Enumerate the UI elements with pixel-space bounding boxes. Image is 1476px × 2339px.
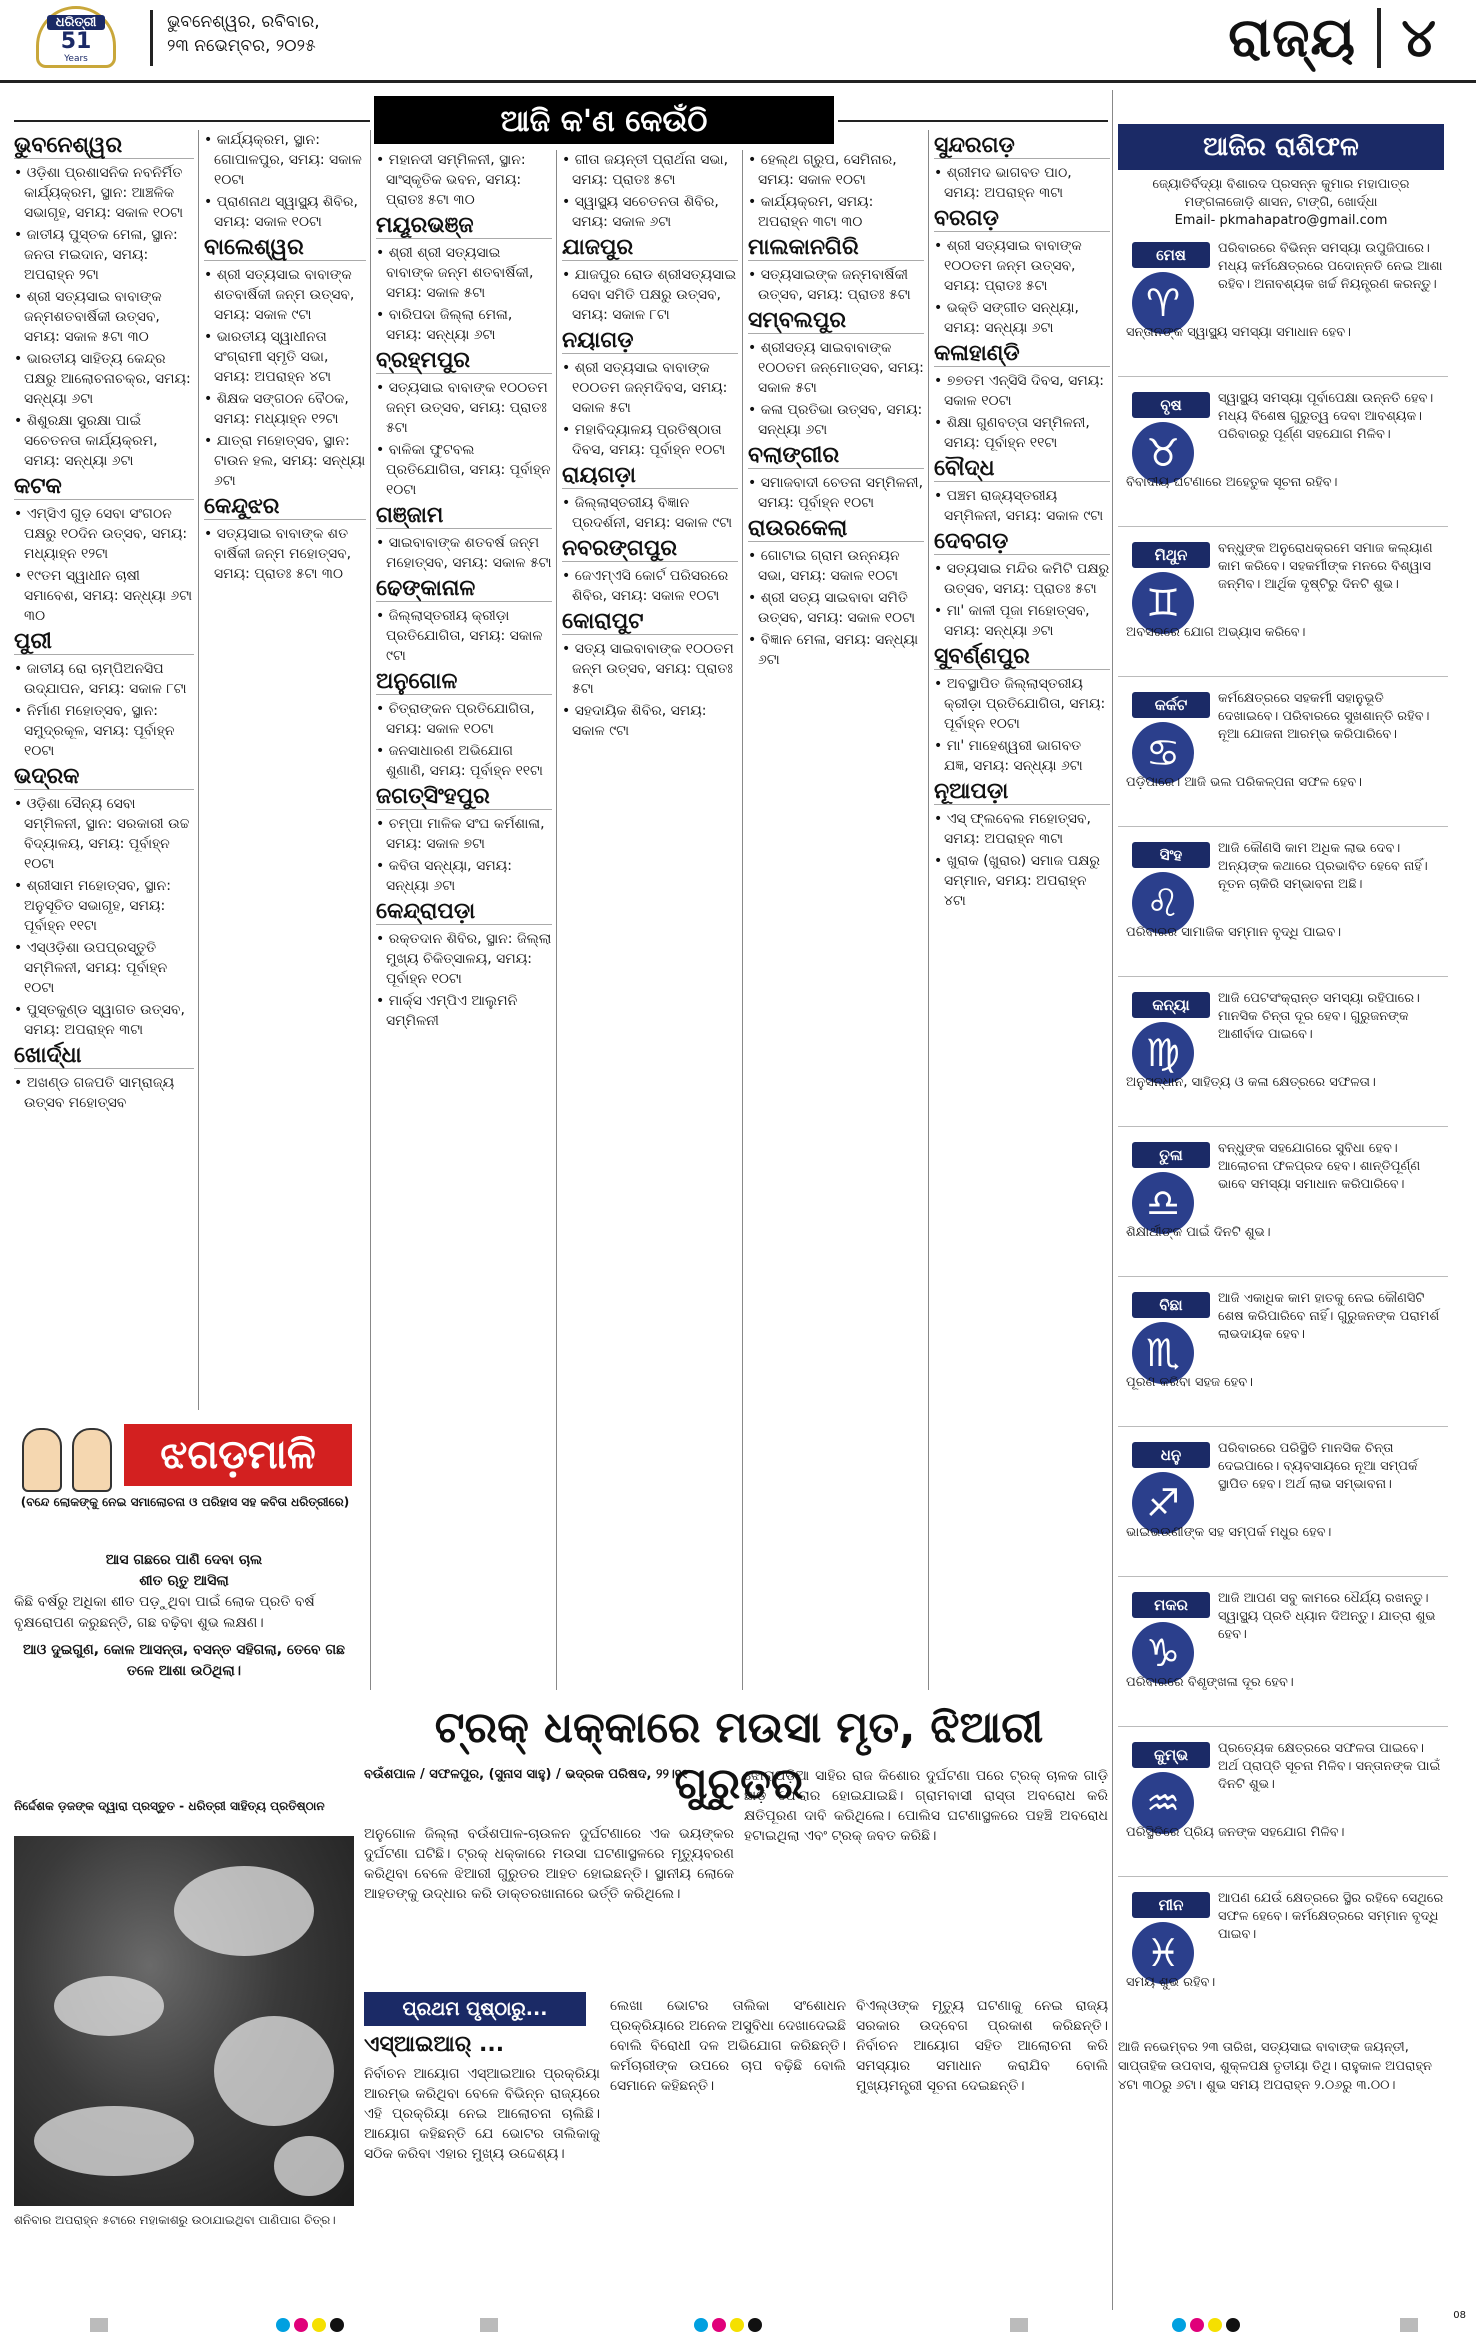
sign-divider [1118, 676, 1448, 677]
sign-prediction-end: ସମୟ ଶୁଭ ରହିବ। [1126, 1975, 1216, 1990]
sign-name: ମିଥୁନ [1132, 542, 1210, 568]
event-entry: • ମା' କାଳୀ ପୂଜା ମହୋତ୍ସବ, ସମୟ: ସନ୍ଧ୍ୟା ୬ଟା [934, 601, 1110, 641]
sign-prediction-end: ପରିବାରର ସାମାଜିକ ସମ୍ମାନ ବୃଦ୍ଧି ପାଇବ। [1126, 925, 1342, 940]
front-page-continuation-label: ପ୍ରଥମ ପୃଷ୍ଠାରୁ... [364, 1992, 586, 2026]
dateline [150, 10, 400, 66]
city-heading: ନବରଙ୍ଗପୁର [562, 539, 738, 562]
zodiac-icon: ♉ [1132, 422, 1194, 484]
color-dot-black [1226, 2318, 1240, 2332]
event-entry: • ୭୭ତମ ଏନ୍‌ସିସି ଦିବସ, ସମୟ: ସକାଳ ୧୦ଟା [934, 371, 1110, 411]
event-entry: • ସତ୍ୟସାଇ ବାବାଙ୍କ ୧୦୦ତମ ଜନ୍ମ ଉତ୍ସବ, ସମୟ: ପ୍ରାତଃ ୫ଟା [376, 378, 552, 438]
zodiac-icon: ♋ [1132, 722, 1194, 784]
sign-prediction-end: ପଡ଼ିପାରେ। ଆଜି ଭଲ ପରିକଳ୍ପନା ସଫଳ ହେବ। [1126, 775, 1362, 790]
event-entry: • କାର୍ଯ୍ୟକ୍ରମ, ସ୍ଥାନ: ଗୋପାଳପୁର, ସମୟ: ସକାଳ ୧୦ଟା [204, 130, 366, 190]
section-title: ରାଜ୍ୟ [1228, 6, 1356, 69]
sign-prediction: ଆପଣ ଯେଉଁ କ୍ଷେତ୍ରରେ ସ୍ଥିର ରହିବେ ସେଥିରେ ସଫଳ ହେବେ। କର୍ମକ୍ଷେତ୍ରରେ ସମ୍ମାନ ବୃଦ୍ଧି ପାଇବ। [1218, 1891, 1444, 1942]
listings-banner: ଆଜି କ'ଣ କେଉଁଠି [374, 96, 834, 144]
sign-prediction-end: ଅବସରରେ ଯୋଗ ଅଭ୍ୟାସ କରିବେ। [1126, 625, 1306, 640]
cloud-mass [174, 1866, 314, 1956]
event-entry: • ସହଦାୟିକ ଶିବିର, ସମୟ: ସକାଳ ୯ଟା [562, 701, 738, 741]
cloud-mass [34, 2106, 194, 2176]
sign-prediction-end: ପରିସ୍ଥିତିରେ ପ୍ରିୟ ଜନଙ୍କ ସହଯୋଗ ମିଳିବ। [1126, 1825, 1345, 1840]
color-dot-yellow [1208, 2318, 1222, 2332]
zodiac-icon: ♓ [1132, 1922, 1194, 1984]
color-dot-cyan [694, 2318, 708, 2332]
city-heading: ରାୟଗଡ଼ା [562, 466, 738, 489]
sign-prediction: ଆଜି ଏକାଧିକ କାମ ହାତକୁ ନେଇ କୌଣସିଟି ଶେଷ କରିପାରିବେ ନାହିଁ। ଗୁରୁଜନଙ୍କ ପରାମର୍ଶ ଲାଭଦାୟକ ହେବ। [1218, 1291, 1440, 1342]
sign-divider [1118, 1426, 1448, 1427]
news-byline: ବଉଁଶପାଳ / ସଫଳପୁର, (ସୁନାସ ସାହୁ) / ଭଦ୍ରକ ପରିଷଦ, ୨୨।୧୧ [364, 1767, 689, 1782]
event-entry: • ଅଖଣ୍ଡ ଗଜପତି ସାମ୍ରାଜ୍ୟ ଉତ୍ସବ ମହୋତ୍ସବ [14, 1073, 194, 1113]
city-heading: କଳାହାଣ୍ଡି [934, 344, 1110, 367]
horoscope-sign [1118, 532, 1458, 644]
column-divider [198, 130, 199, 1410]
sign-name: ସିଂହ [1132, 842, 1210, 868]
horoscope-sign [1118, 1882, 1458, 1994]
city-heading: ଜଗତ୍‌ସିଂହପୁର [376, 787, 552, 810]
city-heading: କୋରାପୁଟ [562, 612, 738, 635]
listings-column-3 [376, 150, 552, 1680]
event-entry: • ଏମ୍‌ସିଏ ଗୁଡ଼ ସେବା ସଂଗଠନ ପକ୍ଷରୁ ୧୦ଦିନ ଉତ୍ସବ, ସମୟ: ମଧ୍ୟାହ୍ନ ୧୨ଟା [14, 504, 194, 564]
event-entry: • ଜିଲ୍ଲାସ୍ତରୀୟ କ୍ରୀଡ଼ା ପ୍ରତିଯୋଗିତା, ସମୟ: ସକାଳ ୯ଟା [376, 606, 552, 666]
news-headline: ଟ୍ରକ୍ ଧକ୍କାରେ ମଉସା ମୃତ, ଝିଆରୀ ଗୁରୁତର [434, 1703, 1044, 1809]
astrologer-email: Email- pkmahapatro@gmail.com [1174, 213, 1388, 228]
sign-prediction: କର୍ମକ୍ଷେତ୍ରରେ ସହକର୍ମୀ ସହାନୁଭୂତି ଦେଖାଇବେ। ପରିବାରରେ ସୁଖଶାନ୍ତି ରହିବ। ନୂଆ ଯୋଜନା ଆରମ୍ଭ କରିପାରିବେ। [1218, 691, 1430, 742]
cartoon-credit: ନିର୍ଦ୍ଦେଶକ ଡ଼ଜଙ୍କ ଦ୍ୱାରା ପ୍ରସ୍ତୁତ - ଧରିତ୍ରୀ ସାହିତ୍ୟ ପ୍ରତିଷ୍ଠାନ [14, 1799, 325, 1813]
event-entry: • ବାଳିକା ଫୁଟବଲ ପ୍ରତିଯୋଗିତା, ସମୟ: ପୂର୍ବାହ୍ନ ୧୦ଟା [376, 440, 552, 500]
event-entry: • କଳା ପ୍ରତିଭା ଉତ୍ସବ, ସମୟ: ସନ୍ଧ୍ୟା ୬ଟା [748, 400, 924, 440]
city-heading: ବରଗଡ଼ [934, 209, 1110, 232]
sign-prediction: ପ୍ରତ୍ୟେକ କ୍ଷେତ୍ରରେ ସଫଳତା ପାଇବେ। ଅର୍ଥ ପ୍ରାପ୍ତି ସୂଚନା ମିଳିବ। ସନ୍ତାନଙ୍କ ପାଇଁ ଦିନଟି ଶୁଭ। [1218, 1741, 1441, 1792]
sign-name: କନ୍ୟା [1132, 992, 1210, 1018]
event-entry: • ସ୍ୱାସ୍ଥ୍ୟ ସଚେତନତା ଶିବିର, ସମୟ: ସକାଳ ୬ଟା [562, 192, 738, 232]
listings-column-5 [748, 150, 924, 1680]
zodiac-icon: ♈ [1132, 272, 1194, 334]
event-entry: • ସାଇବାବାଙ୍କ ଶତବର୍ଷ ଜନ୍ମ ମହୋତ୍ସବ, ସମୟ: ସକାଳ ୫ଟା [376, 533, 552, 573]
zodiac-icon: ♌ [1132, 872, 1194, 934]
cartoon-line-1: ଆସ ଗଛରେ ପାଣି ଦେବା ଚାଲ [105, 1552, 263, 1568]
city-heading: ଅନୁଗୋଳ [376, 672, 552, 695]
astrologer-address: ମଙ୍ଗଳାଜୋଡ଼ି ଶାସନ, ଟାଙ୍ଗି, ଖୋର୍ଦ୍ଧା [1184, 195, 1378, 210]
event-entry: • ବାରିପଦା ଜିଲ୍ଲା ମେଳା, ସମୟ: ସନ୍ଧ୍ୟା ୬ଟା [376, 305, 552, 345]
event-entry: • ମହାନଦୀ ସମ୍ମିଳନୀ, ସ୍ଥାନ: ସାଂସ୍କୃତିକ ଭବନ, ସମୟ: ପ୍ରାତଃ ୫ଟା ୩୦ [376, 150, 552, 210]
event-entry: • ଭକ୍ତି ସଙ୍ଗୀତ ସନ୍ଧ୍ୟା, ସମୟ: ସନ୍ଧ୍ୟା ୬ଟା [934, 298, 1110, 338]
city-heading: ସୁନ୍ଦରଗଡ଼ [934, 136, 1110, 159]
horoscope-sign [1118, 682, 1458, 794]
event-entry: • ଯାତ୍ରା ମହୋତ୍ସବ, ସ୍ଥାନ: ଟାଉନ ହଲ, ସମୟ: ସନ୍ଧ୍ୟା ୬ଟା [204, 431, 366, 491]
event-entry: • ସତ୍ୟ ସାଇବାବାଙ୍କ ୧୦୦ତମ ଜନ୍ମ ଉତ୍ସବ, ସମୟ: ପ୍ରାତଃ ୫ଟା [562, 639, 738, 699]
banner-rule-left [14, 120, 370, 122]
sign-prediction: ପରିବାରରେ ବିଭିନ୍ନ ସମସ୍ୟା ଉପୁଜିପାରେ। ମଧ୍ୟ କର୍ମକ୍ଷେତ୍ରରେ ପଦୋନ୍ନତି ନେଇ ଆଶା ରହିବ। ଅନାବଶ୍ୟକ ଖର୍ଚ୍ଚ ନିୟନ୍ତ୍ରଣ କରନ୍ତୁ। [1218, 241, 1443, 292]
sign-divider [1118, 376, 1448, 377]
sign-prediction-end: ସନ୍ତାନଙ୍କ ସ୍ୱାସ୍ଥ୍ୟ ସମସ୍ୟା ସମାଧାନ ହେବ। [1126, 325, 1351, 340]
cartoon-text [14, 1550, 354, 1682]
event-entry: • ସତ୍ୟସାଇ ବାବାଙ୍କ ଶତ ବାର୍ଷିକୀ ଜନ୍ମ ମହୋତ୍ସବ, ସମୟ: ପ୍ରାତଃ ୫ଟା ୩୦ [204, 524, 366, 584]
event-entry: • ଜାତୀୟ ପୁସ୍ତକ ମେଳା, ସ୍ଥାନ: ଜନତା ମଇଦାନ, ସମୟ: ଅପରାହ୍ନ ୨ଟା [14, 225, 194, 285]
event-entry: • ଚିତ୍ରାଙ୍କନ ପ୍ରତିଯୋଗିତା, ସମୟ: ସକାଳ ୧୦ଟା [376, 699, 552, 739]
sign-name: ବିଛା [1132, 1292, 1210, 1318]
event-entry: • ସତ୍ୟସାଇଙ୍କ ଜନ୍ମବାର୍ଷିକୀ ଉତ୍ସବ, ସମୟ: ପ୍ରାତଃ ୫ଟା [748, 265, 924, 305]
listings-column-2 [204, 130, 366, 1400]
event-entry: • ଜିଲ୍ଲାସ୍ତରୀୟ ବିଜ୍ଞାନ ପ୍ରଦର୍ଶନୀ, ସମୟ: ସକାଳ ୯ଟା [562, 493, 738, 533]
event-entry: • ଶ୍ରୀ ସତ୍ୟ ସାଇବାବା ସମିତି ଉତ୍ସବ, ସମୟ: ସକାଳ ୧୦ଟା [748, 588, 924, 628]
city-heading: ବୌଦ୍ଧ [934, 459, 1110, 482]
zodiac-icon: ♐ [1132, 1472, 1194, 1534]
event-entry: • ପୁସ୍ତକୁଣ୍ଡ ସ୍ୱାଗତ ଉତ୍ସବ, ସମୟ: ଅପରାହ୍ନ ୩ଟା [14, 1000, 194, 1040]
event-entry: • ଶିକ୍ଷକ ସଙ୍ଗଠନ ବୈଠକ, ସମୟ: ମଧ୍ୟାହ୍ନ ୧୨ଟା [204, 389, 366, 429]
event-entry: • ହେଲ୍ଥ ଗ୍ରୁପ, ସେମିନାର, ସମୟ: ସକାଳ ୧୦ଟା [748, 150, 924, 190]
city-heading: ରାଉରକେଲା [748, 519, 924, 542]
event-entry: • ଜନସାଧାରଣ ଅଭିଯୋଗ ଶୁଣାଣି, ସମୟ: ପୂର୍ବାହ୍ନ ୧୧ଟା [376, 741, 552, 781]
sign-name: ଧନୁ [1132, 1442, 1210, 1468]
registration-mark [1010, 2318, 1028, 2332]
sign-name: ତୁଳା [1132, 1142, 1210, 1168]
event-entry: • ଅବସ୍ଥାପିତ ଜିଲ୍ଲାସ୍ତରୀୟ କ୍ରୀଡ଼ା ପ୍ରତିଯୋଗିତା, ସମୟ: ପୂର୍ବାହ୍ନ ୧୦ଟା [934, 674, 1110, 734]
event-entry: • ଯାଜପୁର ରୋଡ ଶ୍ରୀସତ୍ୟସାଇ ସେବା ସମିତି ପକ୍ଷରୁ ଉତ୍ସବ, ସମୟ: ସକାଳ ୮ଟା [562, 265, 738, 325]
event-entry: • ଏସ୍ ଫ୍ଲବେଲ ମହୋତ୍ସବ, ସମୟ: ଅପରାହ୍ନ ୩ଟା [934, 809, 1110, 849]
color-dot-cyan [276, 2318, 290, 2332]
event-entry: • ଗୋଟାଇ ଗ୍ରାମ ଉନ୍ନୟନ ସଭା, ସମୟ: ସକାଳ ୧୦ଟା [748, 546, 924, 586]
horoscope-sign [1118, 1132, 1458, 1244]
cartoon-figure [72, 1428, 112, 1492]
event-entry: • ପ୍ରାଣନାଥ ସ୍ୱାସ୍ଥ୍ୟ ଶିବିର, ସମୟ: ସକାଳ ୧୦ଟା [204, 192, 366, 232]
event-entry: • ପଞ୍ଚମ ରାଜ୍ୟସ୍ତରୀୟ ସମ୍ମିଳନୀ, ସମୟ: ସକାଳ ୯ଟା [934, 486, 1110, 526]
city-heading: ସୁବର୍ଣ୍ଣପୁର [934, 647, 1110, 670]
horoscope-byline [1118, 176, 1444, 230]
astrologer-name: ଜ୍ୟୋତିର୍ବିଦ୍ୟା ବିଶାରଦ ପ୍ରସନ୍ନ କୁମାର ମହାପାତ୍ର [1152, 177, 1410, 192]
color-dot-magenta [1190, 2318, 1204, 2332]
event-entry: • ସତ୍ୟସାଇ ମନ୍ଦିର କମିଟି ପକ୍ଷରୁ ଉତ୍ସବ, ସମୟ: ପ୍ରାତଃ ୫ଟା [934, 559, 1110, 599]
city-heading: ବ୍ରହ୍ମପୁର [376, 351, 552, 374]
event-entry: • ନିର୍ମାଣ ମହୋତ୍ସବ, ସ୍ଥାନ: ସମୁଦ୍ରକୂଳ, ସମୟ: ପୂର୍ବାହ୍ନ ୧୦ଟା [14, 701, 194, 761]
zodiac-icon: ♍ [1132, 1022, 1194, 1084]
column-divider [928, 130, 929, 1690]
horoscope-sign [1118, 982, 1458, 1094]
header-rule [0, 80, 1476, 83]
city-heading: ବାଲେଶ୍ୱର [204, 238, 366, 261]
horoscope-sign [1118, 232, 1458, 344]
city-heading: ମାଲକାନଗିରି [748, 238, 924, 261]
event-entry: • ଖୁରାକ (ଖୁରାର) ସମାଜ ପକ୍ଷରୁ ସମ୍ମାନ, ସମୟ: ଅପରାହ୍ନ ୪ଟା [934, 851, 1110, 911]
event-entry: • ଗୀତା ଜୟନ୍ତୀ ପ୍ରାର୍ଥନା ସଭା, ସମୟ: ପ୍ରାତଃ ୫ଟା [562, 150, 738, 190]
sign-name: ମୀନ [1132, 1892, 1210, 1918]
city-heading: ବଲାଙ୍ଗୀର [748, 446, 924, 469]
logo-brand: ଧରିତ୍ରୀ [47, 15, 105, 30]
event-entry: • ଶିକ୍ଷା ଗୁଣବତ୍ତା ସମ୍ମିଳନୀ, ସମୟ: ପୂର୍ବାହ୍ନ ୧୧ଟା [934, 413, 1110, 453]
city-heading: ଭୁବନେଶ୍ୱର [14, 136, 194, 159]
color-dot-magenta [712, 2318, 726, 2332]
sign-divider [1118, 826, 1448, 827]
listings-column-4 [562, 150, 738, 1680]
page-code: 08 [1453, 2310, 1466, 2321]
city-heading: ଯାଜପୁର [562, 238, 738, 261]
sign-divider [1118, 1576, 1448, 1577]
event-entry: • ମାର୍କ୍ସ ଏମ୍‌ପିଏ ଆଲୁମନି ସମ୍ମିଳନୀ [376, 991, 552, 1031]
cartoon-figure [22, 1428, 62, 1492]
listings-column-1 [14, 130, 194, 1400]
registration-mark [1400, 2318, 1418, 2332]
listings-column-6 [934, 130, 1110, 1680]
event-entry: • ଭାରତୀୟ ସାହିତ୍ୟ କେନ୍ଦ୍ର ପକ୍ଷରୁ ଆଲୋଚନାଚକ୍ର, ସମୟ: ସନ୍ଧ୍ୟା ୬ଟା [14, 349, 194, 409]
city-heading: ମୟୂରଭଞ୍ଜ [376, 216, 552, 239]
horoscope-sign [1118, 1282, 1458, 1394]
cartoon-title: ଝଗଡ଼ମାଳି [124, 1424, 352, 1486]
continuation-body-1: ନିର୍ବାଚନ ଆୟୋଗ ଏସ୍ଆଇଆର ପ୍ରକ୍ରିୟା ଆରମ୍ଭ କରିଥିବା ବେଳେ ବିଭିନ୍ନ ରାଜ୍ୟରେ ଏହି ପ୍ରକ୍ରିୟା ନେଇ ଆଲୋଚନା ଚାଲିଛି। ଆୟୋଗ କହିଛନ୍ତି ଯେ ଭୋଟର ତାଲିକାକୁ ସଠିକ କରିବା ଏହାର ମୁଖ୍ୟ ଉଦ୍ଦେଶ୍ୟ। [364, 2066, 600, 2162]
sign-prediction-end: ଅନୁସନ୍ଧାନ, ସାହିତ୍ୟ ଓ କଳା କ୍ଷେତ୍ରରେ ସଫଳତା। [1126, 1075, 1376, 1090]
event-entry: • ଭାରତୀୟ ସ୍ୱାଧୀନତା ସଂଗ୍ରାମୀ ସ୍ମୃତି ସଭା, ସମୟ: ଅପରାହ୍ନ ୪ଟା [204, 327, 366, 387]
cloud-mass [54, 1976, 164, 2036]
event-entry: • ଶ୍ରୀ ସତ୍ୟସାଇ ବାବାଙ୍କ ୧୦୦ତମ ଜନ୍ମଦିବସ, ସମୟ: ସକାଳ ୫ଟା [562, 358, 738, 418]
color-dot-yellow [730, 2318, 744, 2332]
event-entry: • ଶ୍ରୀ ସତ୍ୟସାଇ ବାବାଙ୍କ ଶତବାର୍ଷିକୀ ଜନ୍ମ ଉତ୍ସବ, ସମୟ: ସକାଳ ୯ଟା [204, 265, 366, 325]
column-divider [370, 130, 371, 1690]
city-heading: ନୟାଗଡ଼ [562, 331, 738, 354]
city-heading: ଖୋର୍ଦ୍ଧା [14, 1046, 194, 1069]
event-entry: • ଶ୍ରୀସାମ ମହୋତ୍ସବ, ସ୍ଥାନ: ଅନୁସୂଚିତ ସଭାଗୃହ, ସମୟ: ପୂର୍ବାହ୍ନ ୧୧ଟା [14, 876, 194, 936]
horoscope-sign [1118, 1432, 1458, 1544]
newspaper-logo [36, 6, 116, 68]
color-dot-magenta [294, 2318, 308, 2332]
news-body-2: ଝୋରାପଡ଼ିଆ ସାହିର ରାଜ କିଶୋର ଦୁର୍ଘଟଣା ପରେ ଟ୍ରକ୍ ଚାଳକ ଗାଡ଼ି ଛାଡ଼ି ଫେରାର ହୋଇଯାଇଛି। ଗ୍ରାମବାସୀ ରାସ୍ତା ଅବରୋଧ କରି କ୍ଷତିପୂରଣ ଦାବି କରିଥିଲେ। ପୋଲିସ ଘଟଣାସ୍ଥଳରେ ପହଞ୍ଚି ଅବରୋଧ ହଟାଇଥିଲା ଏବଂ ଟ୍ରକ୍ ଜବତ କରିଛି। [744, 1768, 1108, 1844]
event-entry: • ବିଜ୍ଞାନ ମେଳା, ସମୟ: ସନ୍ଧ୍ୟା ୬ଟା [748, 630, 924, 670]
city-heading: ଢେଙ୍କାନାଳ [376, 579, 552, 602]
sign-name: ବୃଷ [1132, 392, 1210, 418]
horoscope-sign [1118, 382, 1458, 494]
sign-divider [1118, 976, 1448, 977]
horoscope-sign [1118, 1582, 1458, 1694]
event-entry: • ଚମ୍ପା ମାଳିକ ସଂଘ କର୍ମଶାଳା, ସମୟ: ସକାଳ ୭ଟା [376, 814, 552, 854]
sign-prediction: ବନ୍ଧୁଙ୍କ ଅନୁରୋଧକ୍ରମେ ସମାଜ କଲ୍ୟାଣ କାମ କରିବେ। ସହକର୍ମୀଙ୍କ ମନରେ ବିଶ୍ୱାସ ଜନ୍ମିବ। ଆର୍ଥିକ ଦୃଷ୍ଟିରୁ ଦିନଟି ଶୁଭ। [1218, 541, 1433, 592]
sign-divider [1118, 1126, 1448, 1127]
color-dot-black [330, 2318, 344, 2332]
sign-divider [1118, 1726, 1448, 1727]
zodiac-icon: ♑ [1132, 1622, 1194, 1684]
cartoon-stanza: ଆଓ ଦୁଇଗୁଣ, କୋଳ ଆସନ୍ତା, ବସନ୍ତ ସହିଗଲା, ତେବେ ଗଛ ତଳେ ଆଶା ଉଠିଥିଲା। [23, 1642, 345, 1679]
sign-prediction: ସ୍ୱାସ୍ଥ୍ୟ ସମସ୍ୟା ପୂର୍ବାପେକ୍ଷା ଉନ୍ନତି ହେବ। ମଧ୍ୟ ବିଶେଷ ଗୁରୁତ୍ୱ ଦେବା ଆବଶ୍ୟକ। ପରିବାରରୁ ପୂର୍ଣ୍ଣ ସହଯୋଗ ମିଳିବ। [1218, 391, 1434, 442]
event-entry: • ୧୯ତମ ସ୍ୱାଧୀନ ଚାଷୀ ସମାବେଶ, ସମୟ: ସନ୍ଧ୍ୟା ୬ଟା ୩୦ [14, 566, 194, 626]
column-divider [556, 150, 557, 1690]
column-divider [1112, 90, 1113, 2310]
sign-prediction-end: ପୂରଣ କରିବା ସହଜ ହେବ। [1126, 1375, 1253, 1390]
city-heading: କଟକ [14, 477, 194, 500]
event-entry: • ଓଡ଼ିଶା ସୈନ୍ୟ ସେବା ସମ୍ମିଳନୀ, ସ୍ଥାନ: ସରକାରୀ ଉଚ୍ଚ ବିଦ୍ୟାଳୟ, ସମୟ: ପୂର୍ବାହ୍ନ ୧୦ଟା [14, 794, 194, 874]
event-entry: • କବିତା ସନ୍ଧ୍ୟା, ସମୟ: ସନ୍ଧ୍ୟା ୬ଟା [376, 856, 552, 896]
color-dot-black [748, 2318, 762, 2332]
sign-name: ମକର [1132, 1592, 1210, 1618]
sign-name: ମେଷ [1132, 242, 1210, 268]
event-entry: • ସମାଜବାଦୀ ଚେତନା ସମ୍ମିଳନୀ, ସମୟ: ପୂର୍ବାହ୍ନ ୧୦ଟା [748, 473, 924, 513]
city-heading: ଦେବଗଡ଼ [934, 532, 1110, 555]
zodiac-icon: ♏ [1132, 1322, 1194, 1384]
city-heading: ଭଦ୍ରକ [14, 767, 194, 790]
color-dot-cyan [1172, 2318, 1186, 2332]
sign-prediction-end: ଭାଇଭଉଣୀଙ୍କ ସହ ସମ୍ପର୍କ ମଧୁର ହେବ। [1126, 1525, 1332, 1540]
logo-years-label: Years [64, 54, 88, 64]
sign-prediction: ଆଜି କୌଣସି କାମ ଅଧିକ ଲାଭ ଦେବ। ଅନ୍ୟଙ୍କ କଥାରେ ପ୍ରଭାବିତ ହେବେ ନାହିଁ। ନୂତନ ଚାକିରି ସମ୍ଭାବନା ଅଛି। [1218, 841, 1428, 892]
sign-divider [1118, 1276, 1448, 1277]
sign-prediction-end: ପରିବାରରେ ବିଶୃଙ୍ଖଳା ଦୂର ହେବ। [1126, 1675, 1294, 1690]
event-entry: • ଶ୍ରୀ ଶ୍ରୀ ସତ୍ୟସାଇ ବାବାଙ୍କ ଜନ୍ମ ଶତବାର୍ଷିକୀ, ସମୟ: ସକାଳ ୫ଟା [376, 243, 552, 303]
banner-rule-right [838, 120, 1108, 122]
city-heading: ନୂଆପଡ଼ା [934, 782, 1110, 805]
city-heading: ସମ୍ବଲପୁର [748, 311, 924, 334]
sign-prediction: ବନ୍ଧୁଙ୍କ ସହଯୋଗରେ ସୁବିଧା ହେବ। ଆଲୋଚନା ଫଳପ୍ରଦ ହେବ। ଶାନ୍ତିପୂର୍ଣ୍ଣ ଭାବେ ସମସ୍ୟା ସମାଧାନ କରିପାରିବେ। [1218, 1141, 1421, 1192]
zodiac-icon: ♒ [1132, 1772, 1194, 1834]
page-number: ୪ [1377, 8, 1436, 68]
dateline-date: ୨୩ ନଭେମ୍ବର, ୨୦୨୫ [167, 36, 316, 56]
city-heading: ଗଞ୍ଜାମ [376, 506, 552, 529]
city-heading: କେନ୍ଦୁଝର [204, 497, 366, 520]
event-entry: • ଜେଏମ୍‌ଏସି କୋର୍ଟ ପରିସରରେ ଶିବିର, ସମୟ: ସକାଳ ୧୦ଟା [562, 566, 738, 606]
cartoon-line-2: ଶୀତ ଋତୁ ଆସିଲା [139, 1573, 229, 1589]
event-entry: • ଶିଶୁରକ୍ଷା ସୁରକ୍ଷା ପାଇଁ ସଚେତନତା କାର୍ଯ୍ୟକ୍ରମ, ସମୟ: ସନ୍ଧ୍ୟା ୬ଟା [14, 411, 194, 471]
zodiac-icon: ♊ [1132, 572, 1194, 634]
event-entry: • ଶ୍ରୀ ସତ୍ୟସାଇ ବାବାଙ୍କ ଜନ୍ମଶତବାର୍ଷିକୀ ଉତ୍ସବ, ସମୟ: ସକାଳ ୫ଟା ୩୦ [14, 287, 194, 347]
horoscope-sign [1118, 832, 1458, 944]
event-entry: • ମହାବିଦ୍ୟାଳୟ ପ୍ରତିଷ୍ଠାତା ଦିବସ, ସମୟ: ପୂର୍ବାହ୍ନ ୧୦ଟା [562, 420, 738, 460]
sign-prediction-end: ବିବାଦୀୟ ଘଟଣାରେ ଅହେତୁକ ସୂଚନା ରହିବ। [1126, 475, 1338, 490]
event-entry: • ଶ୍ରୀ ସତ୍ୟସାଇ ବାବାଙ୍କ ୧୦୦ତମ ଜନ୍ମ ଉତ୍ସବ, ସମୟ: ପ୍ରାତଃ ୫ଟା [934, 236, 1110, 296]
event-entry: • ଏସ୍‌ଓଡ଼ିଶା ଉପପ୍ରସ୍ତୁତି ସମ୍ମିଳନୀ, ସମୟ: ପୂର୍ବାହ୍ନ ୧୦ଟା [14, 938, 194, 998]
continuation-body-2: ଲେଖା ଭୋଟର ତାଲିକା ସଂଶୋଧନ ପ୍ରକ୍ରିୟାରେ ଅନେକ ଅସୁବିଧା ଦେଖାଦେଇଛି ବୋଲି ବିରୋଧୀ ଦଳ ଅଭିଯୋଗ କରିଛନ୍ତି। କର୍ମଚାରୀଙ୍କ ଉପରେ ଚାପ ବଢ଼ିଛି ବୋଲି ସେମାନେ କହିଛନ୍ତି। [610, 1998, 846, 2094]
sign-divider [1118, 1876, 1448, 1877]
cartoon-caption: (ବନ୍ଦେ ଲୋକଙ୍କୁ ନେଇ ସମାଲୋଚନା ଓ ପରିହାସ ସହ କବିତା ଧରିତ୍ରୀରେ) [20, 1495, 350, 1509]
continuation-body-3: ବିଏଲ୍‌ଓଙ୍କ ମୃତ୍ୟୁ ଘଟଣାକୁ ନେଇ ରାଜ୍ୟ ସରକାର ଉଦ୍‌ବେଗ ପ୍ରକାଶ କରିଛନ୍ତି। ନିର୍ବାଚନ ଆୟୋଗ ସହିତ ଆଲୋଚନା କରି ସମସ୍ୟାର ସମାଧାନ କରାଯିବ ବୋଲି ମୁଖ୍ୟମନ୍ତ୍ରୀ ସୂଚନା ଦେଇଛନ୍ତି। [856, 1998, 1108, 2094]
color-dot-yellow [312, 2318, 326, 2332]
event-entry: • ଜାତୀୟ ରୋ ଚାମ୍ପିଅନସିପ ଉଦ୍‌ଯାପନ, ସମୟ: ସକାଳ ୮ଟା [14, 659, 194, 699]
registration-mark [480, 2318, 498, 2332]
logo-years: 51 [60, 29, 92, 54]
event-entry: • ଶ୍ରୀସତ୍ୟ ସାଇବାବାଙ୍କ ୧୦୦ତମ ଜନ୍ମୋତ୍ସବ, ସମୟ: ସକାଳ ୫ଟା [748, 338, 924, 398]
continuation-subhead: ଏସ୍ଆଇଆର୍ ... [364, 2032, 505, 2057]
cartoon-body: କିଛି ବର୍ଷରୁ ଅଧିକା ଶୀତ ପଡ଼ୁଥିବା ପାଇଁ ଲୋକ ପ୍ରତି ବର୍ଷ ବୃକ୍ଷରୋପଣ କରୁଛନ୍ତି, ଗଛ ବଢ଼ିବା ଶୁଭ ଲକ୍ଷଣ। [14, 1594, 315, 1631]
news-body-1: ଅନୁଗୋଳ ଜିଲ୍ଲା ବଉଁଶପାଳ-ଚାଉଳନ ଦୁର୍ଘଟଣାରେ ଏକ ଭୟଙ୍କର ଦୁର୍ଘଟଣା ଘଟିଛି। ଟ୍ରକ୍ ଧକ୍କାରେ ମଉସା ଘଟଣାସ୍ଥଳରେ ମୃତ୍ୟୁବରଣ କରିଥିବା ବେଳେ ଝିଆରୀ ଗୁରୁତର ଆହତ ହୋଇଛନ୍ତି। ସ୍ଥାନୀୟ ଲୋକେ ଆହତଙ୍କୁ ଉଦ୍ଧାର କରି ଡାକ୍ତରଖାନାରେ ଭର୍ତ୍ତି କରିଥିଲେ। [364, 1826, 734, 1902]
event-entry: • ମା' ମାହେଶ୍ୱରୀ ଭାଗବତ ଯଜ୍ଞ, ସମୟ: ସନ୍ଧ୍ୟା ୬ଟା [934, 736, 1110, 776]
sign-name: କର୍କଟ [1132, 692, 1210, 718]
sign-name: କୁମ୍ଭ [1132, 1742, 1210, 1768]
satellite-caption: ଶନିବାର ଅପରାହ୍ନ ୫ଟାରେ ମହାକାଶରୁ ଉଠାଯାଇଥିବା ପାଣିପାଗ ଚିତ୍ର। [14, 2213, 336, 2227]
event-entry: • ଶ୍ରୀମଦ ଭାଗବତ ପାଠ, ସମୟ: ଅପରାହ୍ନ ୩ଟା [934, 163, 1110, 203]
column-divider [742, 150, 743, 1690]
dateline-place: ଭୁବନେଶ୍ୱର, ରବିବାର, [167, 12, 320, 32]
registration-mark [90, 2318, 108, 2332]
cloud-mass [274, 2136, 344, 2196]
event-entry: • ଓଡ଼ିଶା ପ୍ରଶାସନିକ ନବନିର୍ମିତ କାର୍ଯ୍ୟକ୍ରମ, ସ୍ଥାନ: ଆଞ୍ଚଳିକ ସଭାଗୃହ, ସମୟ: ସକାଳ ୧୦ଟା [14, 163, 194, 223]
satellite-weather-image [14, 1836, 354, 2206]
panchanga-note: ଆଜି ନଭେମ୍ବର ୨୩ ତାରିଖ, ସତ୍ୟସାଇ ବାବାଙ୍କ ଜୟନ୍ତୀ, ସାପ୍ତାହିକ ଉପବାସ, ଶୁକ୍ଳପକ୍ଷ ତୃତୀୟା ତିଥି। ରାହୁକାଳ ଅପରାହ୍ନ ୪ଟା ୩୦ରୁ ୬ଟା। ଶୁଭ ସମୟ ଅପରାହ୍ନ ୨.୦୬ରୁ ୩.୦୦। [1118, 2040, 1432, 2093]
event-entry: • କାର୍ଯ୍ୟକ୍ରମ, ସମୟ: ଅପରାହ୍ନ ୩ଟା ୩୦ [748, 192, 924, 232]
city-heading: କେନ୍ଦ୍ରାପଡ଼ା [376, 902, 552, 925]
cartoon-strip [14, 1420, 354, 1540]
city-heading: ପୁରୀ [14, 632, 194, 655]
event-entry: • ରକ୍ତଦାନ ଶିବିର, ସ୍ଥାନ: ଜିଲ୍ଲା ମୁଖ୍ୟ ଚିକିତ୍ସାଳୟ, ସମୟ: ପୂର୍ବାହ୍ନ ୧୦ଟା [376, 929, 552, 989]
cloud-mass [214, 2016, 334, 2126]
sign-divider [1118, 526, 1448, 527]
horoscope-sign [1118, 1732, 1458, 1844]
sign-prediction: ପରିବାରରେ ପରିସ୍ଥିତି ମାନସିକ ଚିନ୍ତା ଦେଇପାରେ। ବ୍ୟବସାୟରେ ନୂଆ ସମ୍ପର୍କ ସ୍ଥାପିତ ହେବ। ଅର୍ଥ ଲାଭ ସମ୍ଭାବନା। [1218, 1441, 1418, 1492]
sign-prediction: ଆଜି ପେଟସଂକ୍ରାନ୍ତ ସମସ୍ୟା ରହିପାରେ। ମାନସିକ ଚିନ୍ତା ଦୂର ହେବ। ଗୁରୁଜନଙ୍କ ଆଶୀର୍ବାଦ ପାଇବେ। [1218, 991, 1420, 1042]
zodiac-icon: ♎ [1132, 1172, 1194, 1234]
horoscope-title: ଆଜିର ରାଶିଫଳ [1118, 124, 1444, 170]
sign-prediction: ଆଜି ଆପଣ ସବୁ କାମରେ ଧୈର୍ଯ୍ୟ ରଖନ୍ତୁ। ସ୍ୱାସ୍ଥ୍ୟ ପ୍ରତି ଧ୍ୟାନ ଦିଅନ୍ତୁ। ଯାତ୍ରା ଶୁଭ ହେବ। [1218, 1591, 1436, 1642]
sign-prediction-end: ଶିକ୍ଷାର୍ଥୀଙ୍କ ପାଇଁ ଦିନଟି ଶୁଭ। [1126, 1225, 1271, 1240]
